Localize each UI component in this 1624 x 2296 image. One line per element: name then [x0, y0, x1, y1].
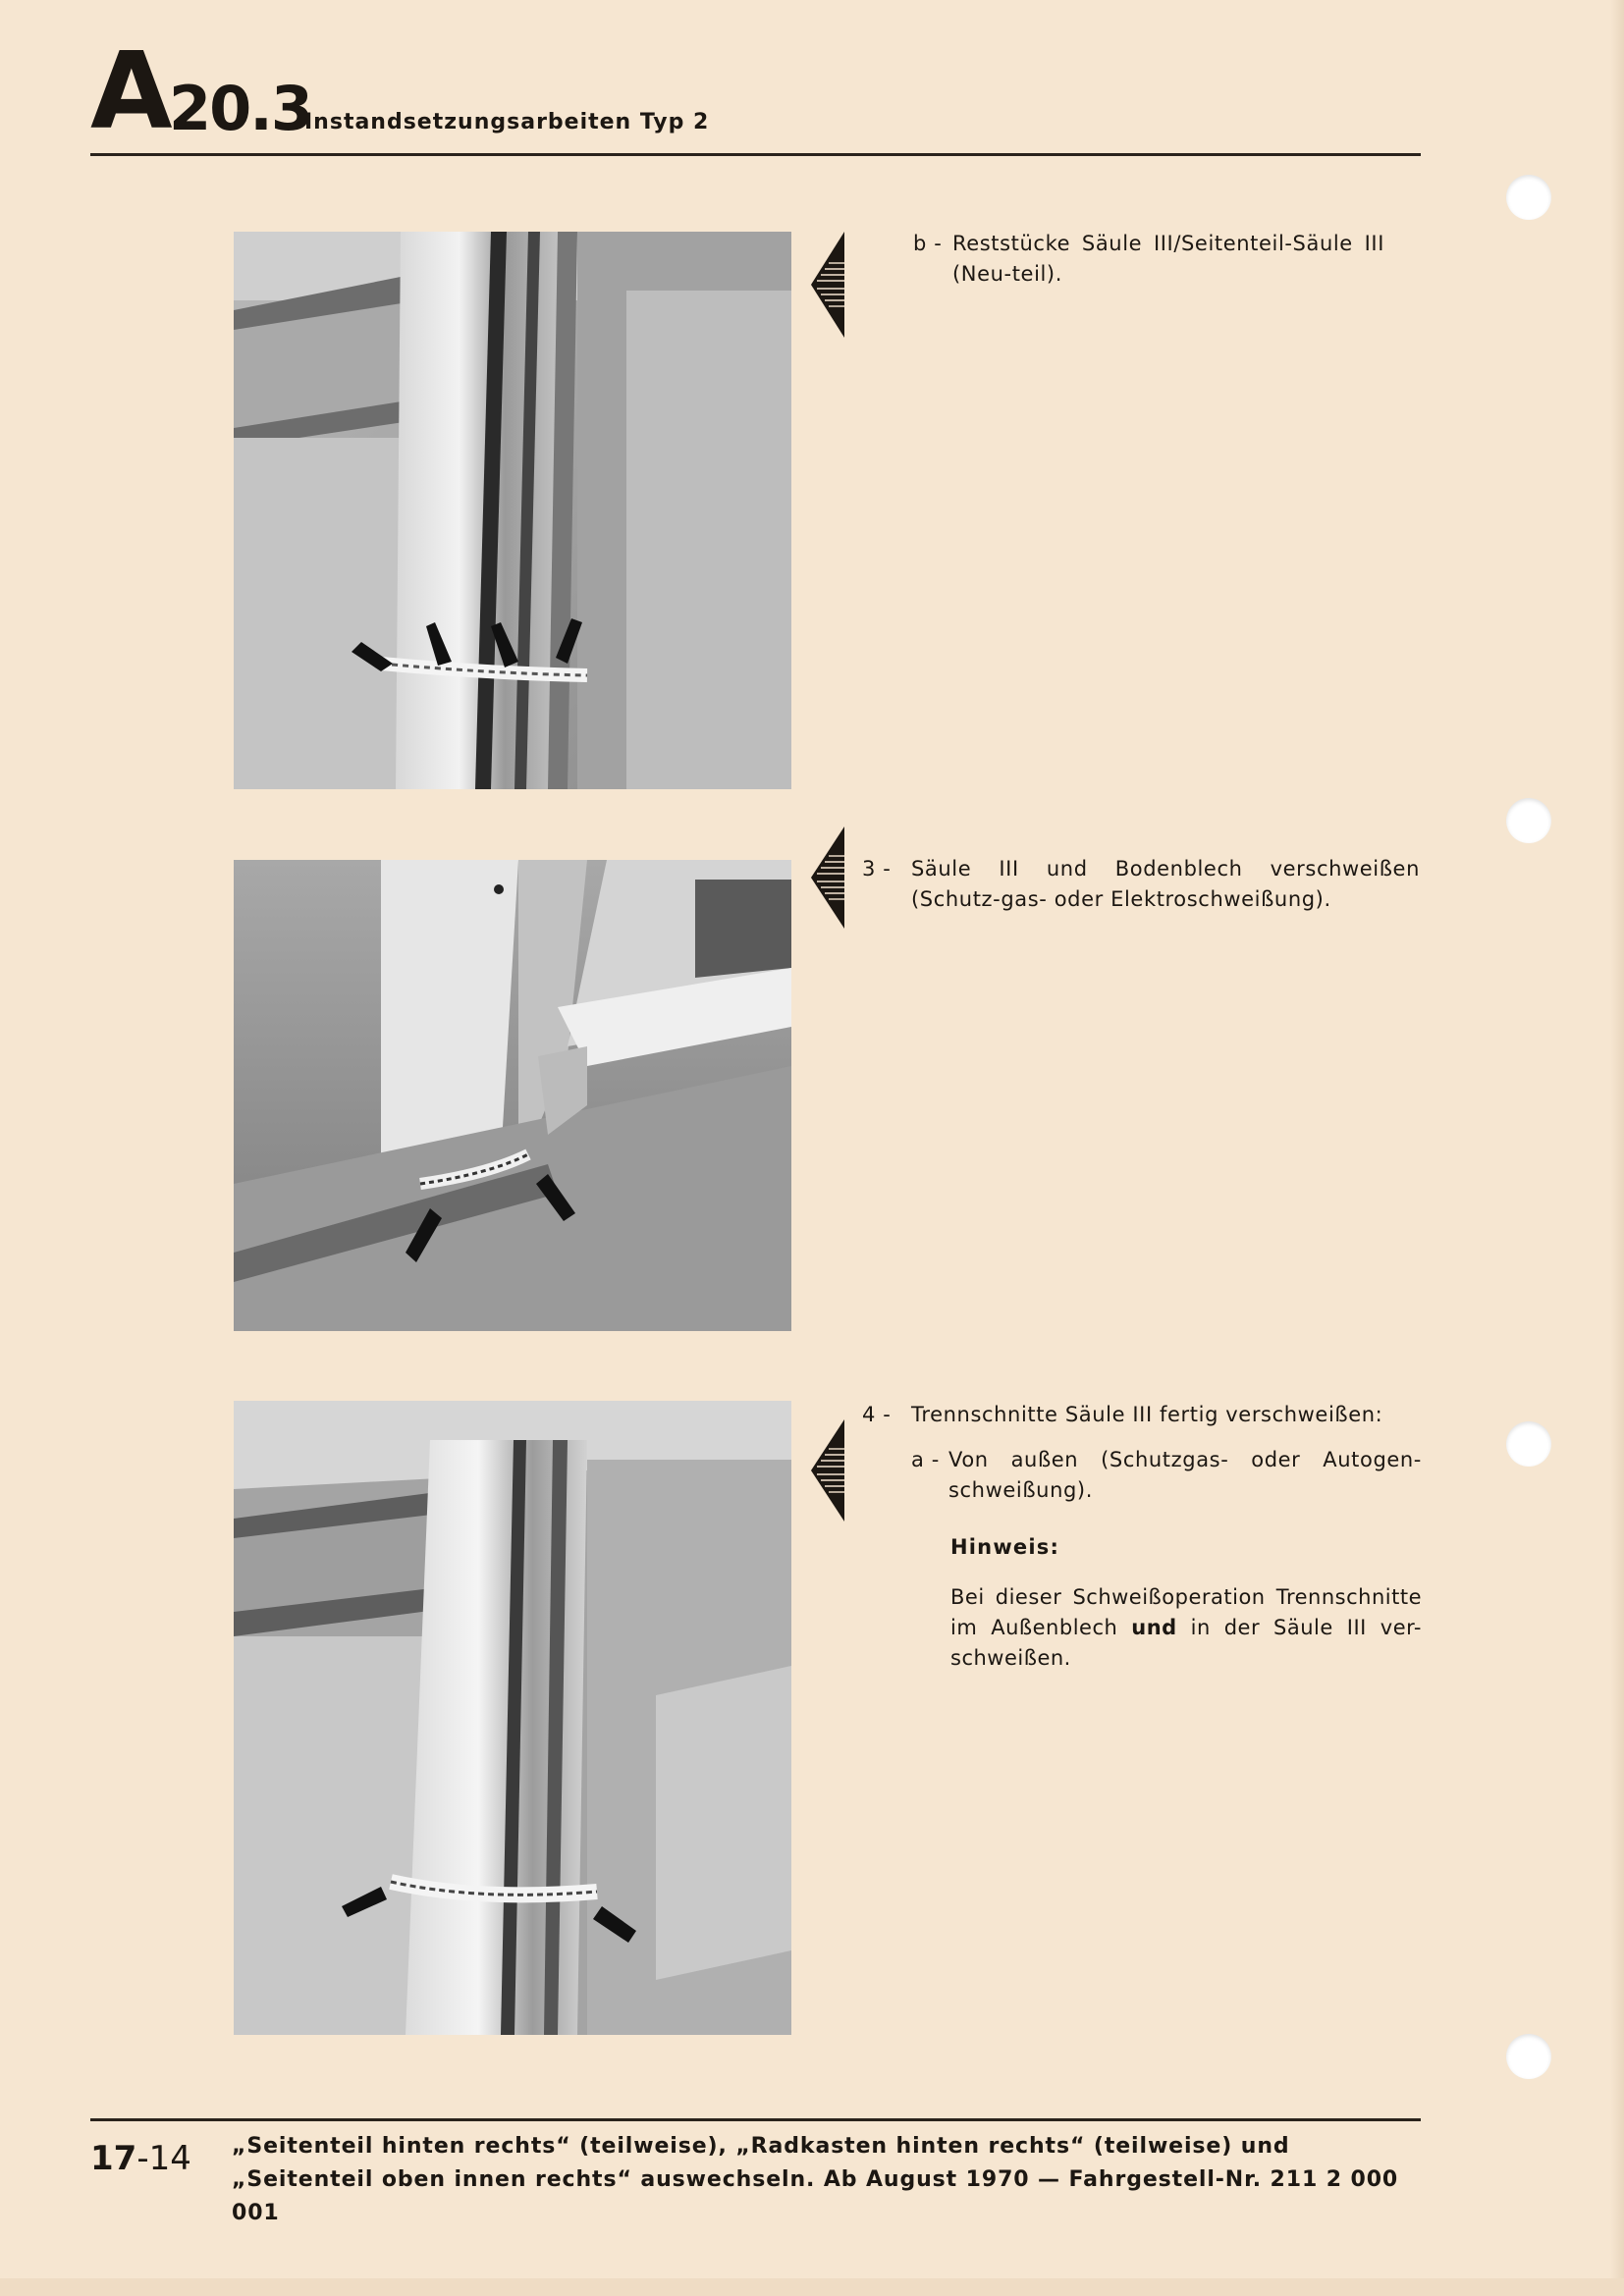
page-number [90, 2139, 191, 2178]
note-text: Bei dieser Schweißoperation Trennschnitte im Außenblech [950, 1585, 1422, 1639]
step-label: 3 - [862, 857, 892, 881]
step-text: Säule III und Bodenblech verschweißen (Schutz-gas- oder Elektroschweißung). [911, 857, 1420, 911]
page-number-suffix: -14 [136, 2139, 191, 2178]
page-bottom-strip [0, 2278, 1624, 2296]
page-edge-shadow [1610, 0, 1624, 2296]
note-body [950, 1582, 1422, 1674]
section-letter: A [90, 30, 169, 153]
header-rule [90, 153, 1421, 156]
footer-rule [90, 2118, 1421, 2121]
pointer-triangle-icon [811, 1419, 844, 1522]
footer-title [232, 2130, 1430, 2230]
photo-pillar-outer-weld [234, 1401, 791, 2035]
note-title: Hinweis: [950, 1535, 1060, 1559]
punch-hole [1506, 798, 1551, 843]
photo-pillar-residual-parts [234, 232, 791, 789]
pointer-triangle-icon [811, 827, 844, 929]
step-label: 4 - [862, 1403, 892, 1426]
step-text: Reststücke Säule III/Seitenteil-Säule III (Neu-teil). [952, 232, 1384, 286]
punch-hole [1506, 175, 1551, 220]
note-emphasis: und [1131, 1616, 1177, 1639]
step-label: b - [913, 232, 943, 255]
step-text: Von außen (Schutzgas- oder Autogen-schweißung). [948, 1448, 1422, 1502]
footer-line: „Seitenteil hinten rechts“ (teilweise), „Radkasten hinten rechts“ (teilweise) und [232, 2134, 1290, 2159]
punch-hole [1506, 2034, 1551, 2079]
punch-hole [1506, 1421, 1551, 1467]
pointer-triangle-icon [811, 232, 844, 338]
section-number: 20.3 [169, 73, 311, 144]
page-title: Instandsetzungsarbeiten Typ 2 [304, 110, 710, 134]
photo-pillar-floor-weld [234, 860, 791, 1331]
note-text: in der Säule III ver-schweißen. [950, 1616, 1422, 1670]
step-text: Trennschnitte Säule III fertig verschweißen: [911, 1403, 1383, 1426]
step-label: a - [911, 1448, 940, 1471]
page-number-prefix: 17 [90, 2139, 137, 2178]
footer-line: „Seitenteil oben innen rechts“ auswechseln. Ab August 1970 — Fahrgestell-Nr. 211 2 000 001 [232, 2167, 1399, 2225]
